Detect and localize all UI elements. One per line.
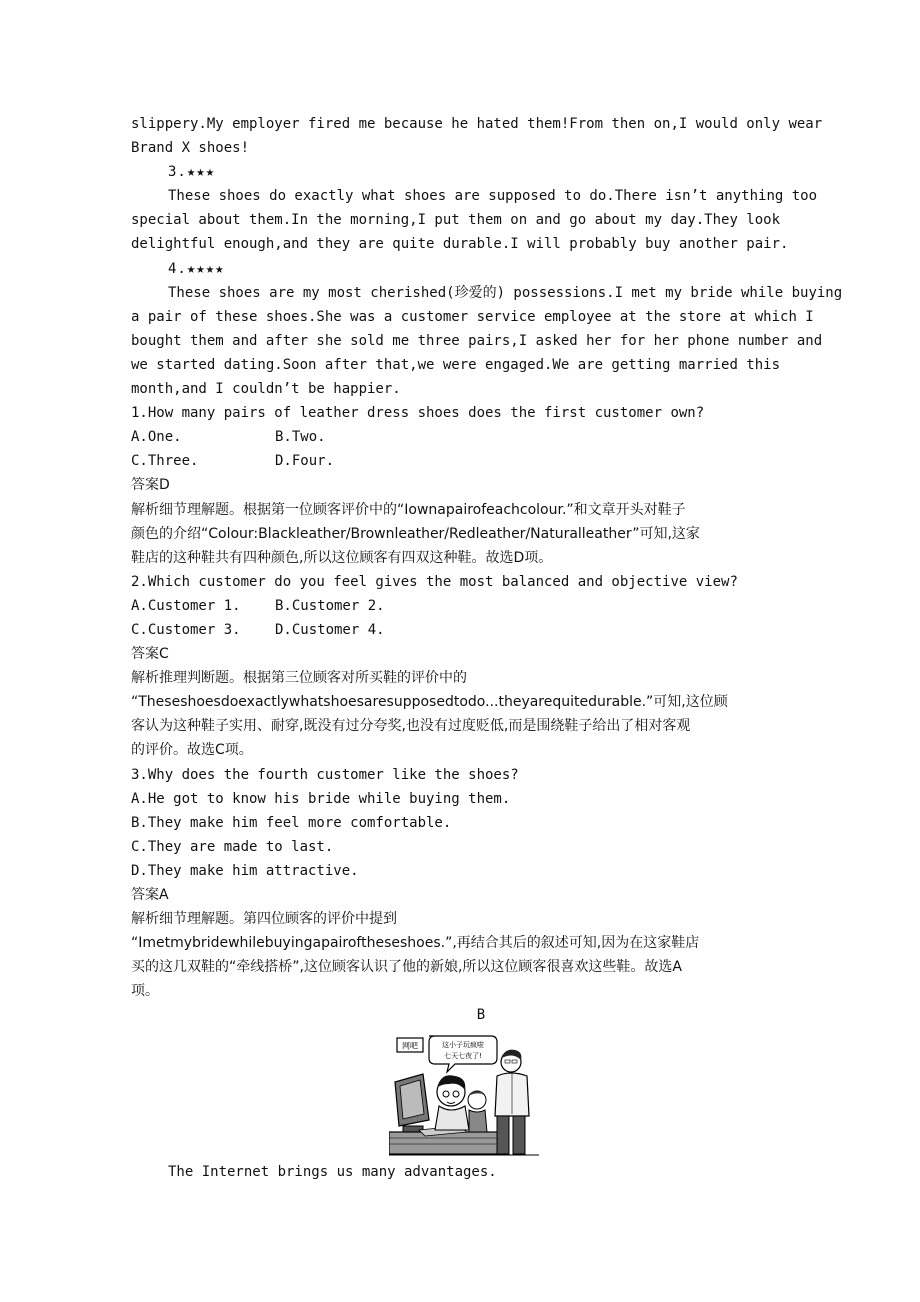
option-a: A.He got to know his bride while buying them. bbox=[131, 790, 511, 807]
review-2-text-line: Brand X shoes! bbox=[131, 140, 250, 157]
review-3-text-line: delightful enough,and they are quite durable.I will probably buy another pair. bbox=[131, 236, 789, 253]
explanation-1-line: 颜色的介绍“Colour:Blackleather/Brownleather/Redleather/Naturalleather”可知,这家 bbox=[131, 525, 700, 542]
review-4-text-line: we started dating.Soon after that,we were engaged.We are getting married this bbox=[131, 356, 781, 373]
option-a: A.One. bbox=[131, 429, 182, 446]
explanation-3-line: 解析细节理解题。第四位顾客的评价中提到 bbox=[131, 911, 397, 928]
cartoon-bubble-line: 七天七夜了! bbox=[444, 1051, 482, 1060]
review-4-heading: 4.★★★★ bbox=[168, 260, 225, 277]
explanation-3-line: 买的这几双鞋的“牵线搭桥”,这位顾客认识了他的新娘,所以这位顾客很喜欢这些鞋。故选A bbox=[131, 959, 682, 976]
internet-cafe-cartoon-image bbox=[389, 1034, 539, 1156]
review-4-text-line: These shoes are my most cherished(珍爱的) possessions.I met my bride while buying bbox=[168, 284, 843, 301]
question-1-options-row bbox=[131, 449, 831, 473]
section-b-caption: The Internet brings us many advantages. bbox=[168, 1163, 497, 1180]
answer-1: 答案D bbox=[131, 477, 170, 494]
option-a: A.Customer 1. bbox=[131, 597, 241, 614]
cartoon-sign-text: 网吧 bbox=[402, 1041, 418, 1051]
question-2-options-row bbox=[131, 594, 831, 618]
review-4-text-line: month,and I couldn’t be happier. bbox=[131, 381, 401, 398]
option-c: C.Customer 3. bbox=[131, 621, 241, 638]
document-body bbox=[131, 112, 843, 1184]
cartoon-figure bbox=[131, 1028, 831, 1160]
explanation-1-line: 解析细节理解题。根据第一位顾客评价中的“Iownapairofeachcolour.”和文章开头对鞋子 bbox=[131, 501, 686, 518]
explanation-2-line: 客认为这种鞋子实用、耐穿,既没有过分夸奖,也没有过度贬低,而是围绕鞋子给出了相对客观 bbox=[131, 718, 691, 735]
option-d: D.Four. bbox=[275, 453, 335, 470]
question-3: 3.Why does the fourth customer like the shoes? bbox=[131, 766, 519, 783]
option-c: C.Three. bbox=[131, 453, 199, 470]
section-b-heading: B bbox=[476, 1007, 486, 1024]
option-b: B.They make him feel more comfortable. bbox=[131, 814, 452, 831]
answer-3: 答案A bbox=[131, 887, 169, 903]
option-b: B.Customer 2. bbox=[275, 597, 385, 614]
explanation-1-line: 鞋店的这种鞋共有四种颜色,所以这位顾客有四双这种鞋。故选D项。 bbox=[131, 549, 553, 566]
question-2-options-row bbox=[131, 618, 831, 642]
review-3-text-line: special about them.In the morning,I put them on and go about my day.They look bbox=[131, 212, 781, 229]
review-4-text-line: bought them and after she sold me three pairs,I asked her for her phone number and bbox=[131, 332, 823, 349]
option-c: C.They are made to last. bbox=[131, 838, 334, 855]
review-3-text-line: These shoes do exactly what shoes are supposed to do.There isn’t anything too bbox=[168, 188, 818, 205]
question-2: 2.Which customer do you feel gives the most balanced and objective view? bbox=[131, 573, 738, 590]
explanation-3-line: 项。 bbox=[131, 983, 159, 1000]
option-b: B.Two. bbox=[275, 429, 326, 446]
cartoon-bubble-line: 这小子玩疯啦 bbox=[442, 1040, 484, 1049]
explanation-2-line: 解析推理判断题。根据第三位顾客对所买鞋的评价中的 bbox=[131, 670, 467, 687]
review-3-heading: 3.★★★ bbox=[168, 164, 216, 181]
explanation-3-line: “Imetmybridewhilebuyingapairoftheseshoes.”,再结合其后的叙述可知,因为在这家鞋店 bbox=[131, 935, 700, 952]
review-2-text-line: slippery.My employer fired me because he hated them!From then on,I would only wear bbox=[131, 116, 823, 132]
answer-2: 答案C bbox=[131, 646, 169, 663]
explanation-2-line: 的评价。故选C项。 bbox=[131, 742, 253, 759]
question-1: 1.How many pairs of leather dress shoes does the first customer own? bbox=[131, 405, 705, 422]
review-4-text-line: a pair of these shoes.She was a customer service employee at the store at which I bbox=[131, 308, 814, 325]
option-d: D.They make him attractive. bbox=[131, 862, 359, 879]
explanation-2-line: “Theseshoesdoexactlywhatshoesaresupposedtodo...theyarequitedurable.”可知,这位顾 bbox=[131, 694, 728, 711]
option-d: D.Customer 4. bbox=[275, 621, 385, 638]
question-1-options-row bbox=[131, 425, 831, 449]
